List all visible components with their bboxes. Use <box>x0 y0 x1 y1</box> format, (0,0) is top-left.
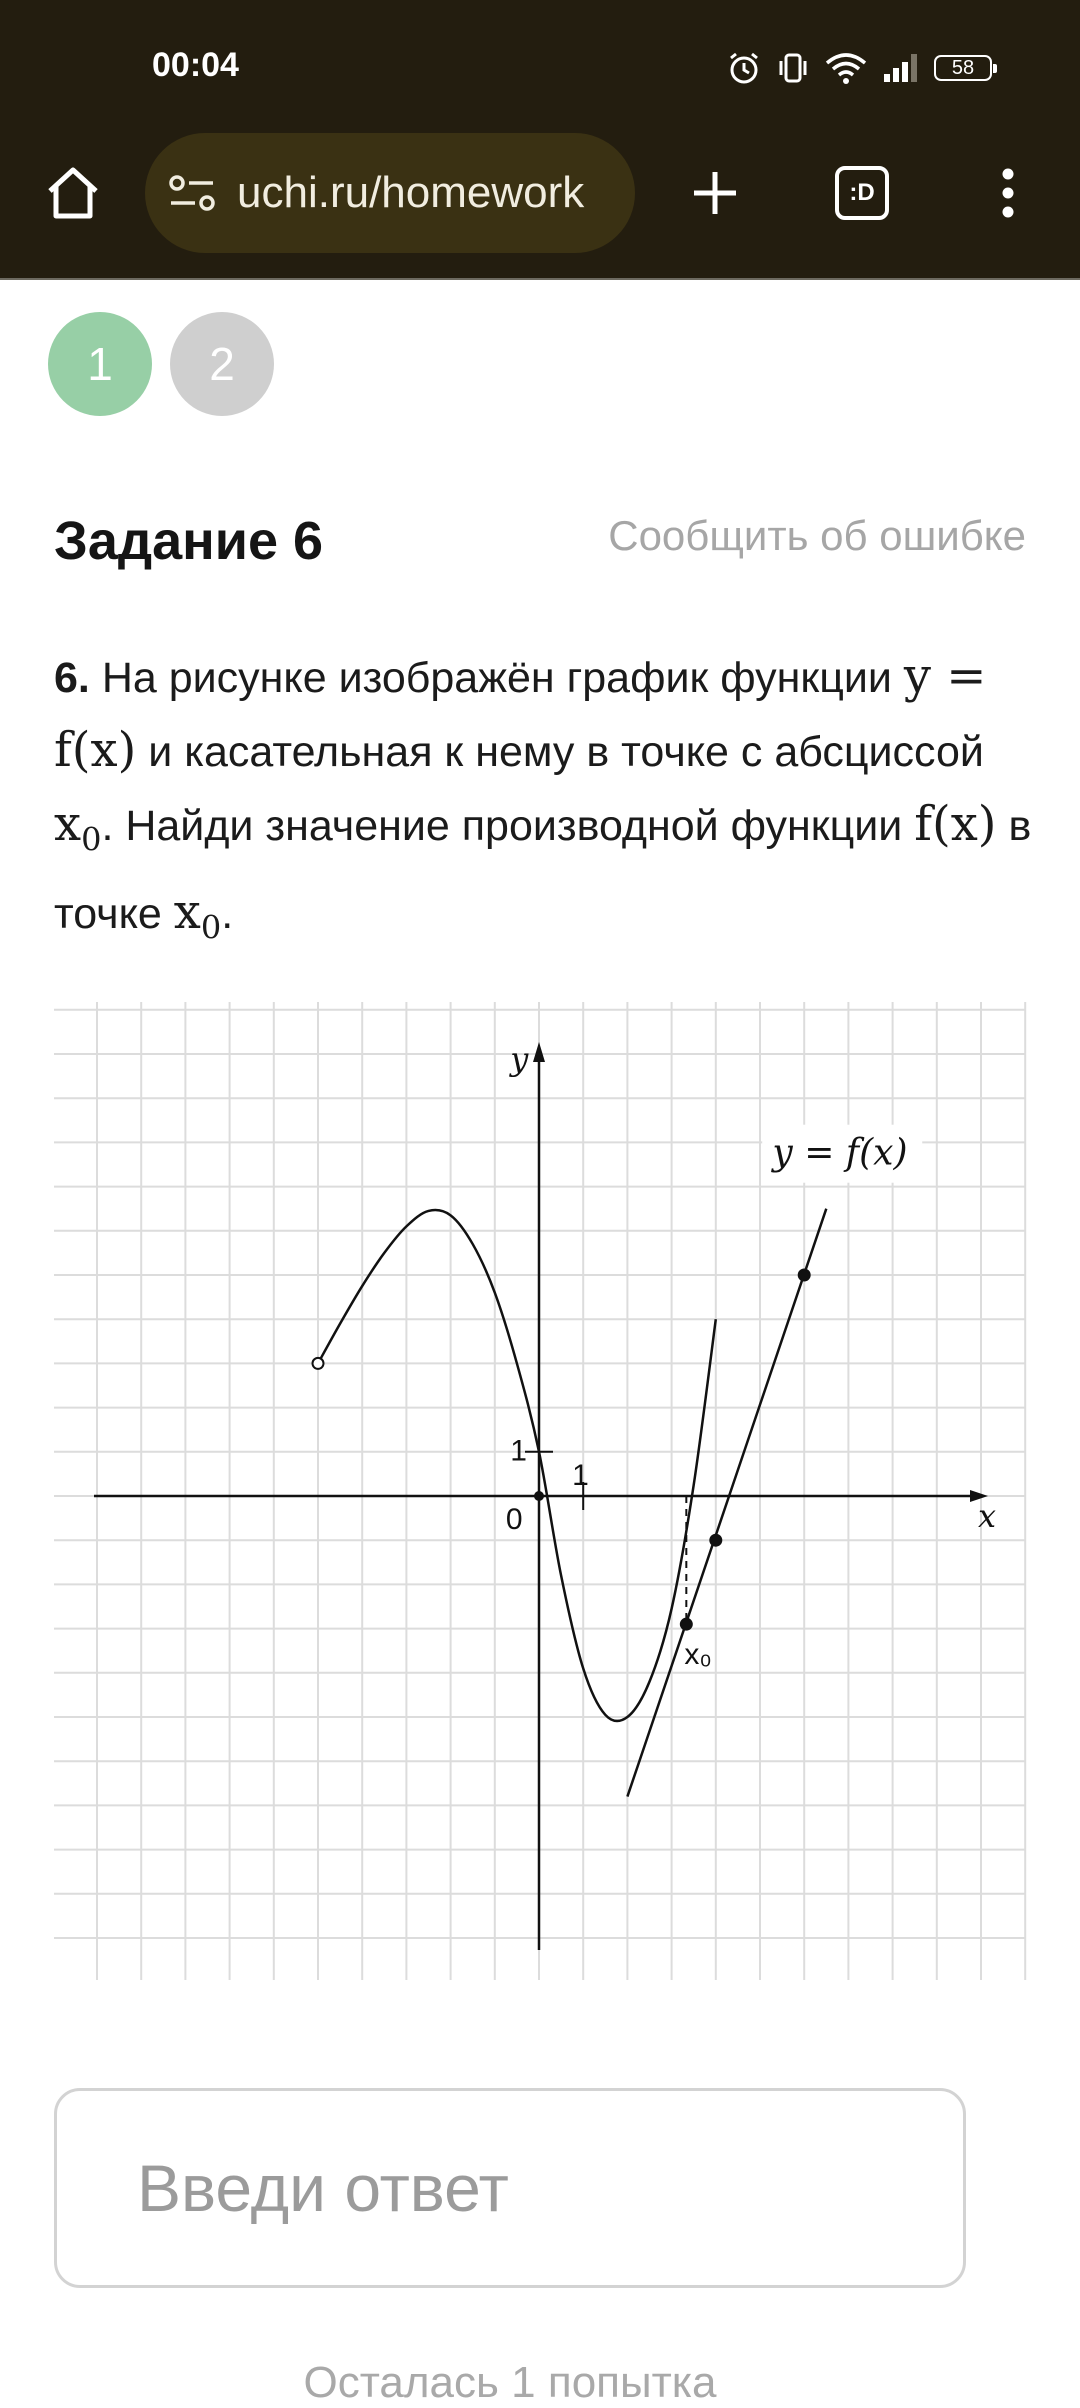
problem-text-part: в точке <box>54 802 1032 938</box>
x0-label: x₀ <box>684 1638 712 1672</box>
status-icons <box>726 48 992 88</box>
wifi-icon <box>824 50 868 86</box>
answer-field[interactable] <box>54 2088 966 2288</box>
origin-label: 0 <box>505 1503 523 1537</box>
curve-label: y = f(x) <box>772 1132 908 1174</box>
x-axis-label: x <box>978 1496 997 1535</box>
y-axis-label: y <box>510 1040 529 1078</box>
alarm-icon <box>726 50 762 86</box>
url-text[interactable]: uchi.ru/homework <box>237 168 585 217</box>
problem-text-part: . Найди значение производной функции <box>101 802 915 850</box>
point-start <box>313 1358 324 1369</box>
tab-switcher-icon[interactable]: :D <box>835 166 889 220</box>
function-graph <box>0 990 1080 1990</box>
y-unit-label: 1 <box>510 1434 527 1468</box>
page-title: Задание 6 <box>54 511 324 571</box>
point-tangent-point-b <box>799 1270 810 1281</box>
point-tangent-point-a <box>710 1535 721 1546</box>
problem-text-part: . <box>221 889 234 938</box>
x-unit-label: 1 <box>572 1458 589 1492</box>
math-x0: $x_0$ <box>54 796 102 859</box>
vibrate-icon <box>776 50 810 86</box>
step-1[interactable]: 1 <box>48 312 152 416</box>
origin-point <box>534 1491 544 1501</box>
math-y-eq-fx: y = f(x) <box>54 648 987 778</box>
browser-top-bar <box>0 0 1080 280</box>
attempts-remaining: Осталась 1 попытка <box>303 2358 717 2407</box>
site-settings-icon[interactable] <box>167 171 219 215</box>
status-time: 00:04 <box>152 46 239 84</box>
new-tab-icon[interactable] <box>690 168 740 218</box>
answer-input[interactable] <box>135 2149 919 2227</box>
more-menu-icon[interactable] <box>993 165 1023 225</box>
problem-text-part: и касательная к нему в точке с абсциссой <box>136 728 984 776</box>
battery-icon: 58 <box>934 55 992 81</box>
math-x0: $x_0$ <box>173 883 222 947</box>
signal-icon <box>882 50 920 86</box>
y-axis-arrow <box>533 1042 545 1062</box>
point-x0 <box>681 1619 692 1630</box>
problem-text-part: На рисунке изображён график функции <box>89 654 904 702</box>
tangent-line <box>627 1209 826 1797</box>
report-error-link[interactable]: Сообщить об ошибке <box>608 512 1026 559</box>
home-icon[interactable] <box>42 163 104 223</box>
problem-text <box>54 640 1044 963</box>
problem-number: 6. <box>54 654 90 702</box>
url-bar[interactable] <box>145 133 635 253</box>
math-fx: f(x) <box>914 796 997 852</box>
step-2[interactable]: 2 <box>170 312 274 416</box>
